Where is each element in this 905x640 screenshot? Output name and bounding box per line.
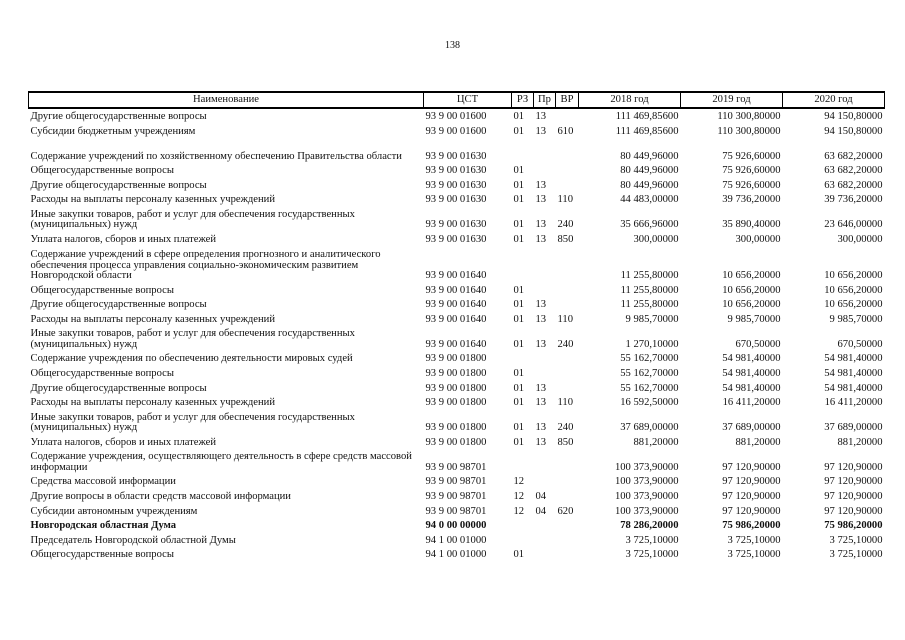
cell-vr: 240 [557, 422, 574, 434]
cell-2020: 300,00000 [837, 234, 883, 246]
header-2018: 2018 год [579, 92, 681, 108]
cell-rz: 12 [513, 476, 525, 488]
cell-vr [556, 108, 579, 123]
cell-vr [556, 473, 579, 488]
cell-vr: 240 [557, 338, 574, 350]
cell-name: Общегосударственные вопросы [30, 549, 174, 561]
cell-pr [534, 448, 556, 473]
cell-2019: 39 736,20000 [722, 194, 781, 206]
cell-name: Уплата налогов, сборов и иных платежей [30, 436, 217, 448]
cell-pr: 13 [535, 313, 547, 325]
cell-cst: 93 9 00 01630 [425, 150, 487, 162]
cell-cst: 93 9 00 01600 [425, 125, 487, 137]
cell-2020: 54 981,40000 [824, 353, 883, 365]
cell-cst: 93 9 00 01800 [425, 422, 487, 434]
cell-2019: 300,00000 [735, 234, 781, 246]
table-body [29, 108, 885, 561]
cell-rz: 01 [513, 299, 525, 311]
table-row [29, 191, 885, 206]
cell-vr [556, 162, 579, 177]
cell-2018: 55 162,70000 [620, 382, 679, 394]
table-row [29, 503, 885, 518]
cell-pr [534, 162, 556, 177]
cell-2018: 11 255,80000 [620, 284, 679, 296]
cell-2019: 37 689,00000 [722, 422, 781, 434]
cell-pr: 13 [535, 299, 547, 311]
cell-2020: 3 725,10000 [829, 549, 883, 561]
cell-name: Иные закупки товаров, работ и услуг для обеспечения государственных (муниципальных) нужд [30, 208, 355, 231]
table-row [29, 394, 885, 409]
header-vr: ВР [556, 92, 579, 108]
cell-rz [512, 448, 534, 473]
cell-vr [556, 246, 579, 282]
table-row [29, 517, 885, 532]
cell-rz: 01 [513, 194, 525, 206]
cell-rz: 12 [513, 505, 525, 517]
cell-2020: 3 725,10000 [829, 534, 883, 546]
cell-2018: 881,20000 [633, 436, 679, 448]
cell-cst: 93 9 00 01800 [425, 353, 487, 365]
cell-rz: 12 [513, 491, 525, 502]
cell-rz: 01 [513, 165, 525, 177]
table-row [29, 532, 885, 547]
cell-vr: 110 [557, 397, 573, 409]
cell-2018: 35 666,96000 [620, 219, 679, 231]
cell-2019: 881,20000 [735, 436, 781, 448]
cell-2019: 3 725,10000 [727, 534, 781, 546]
cell-2020: 63 682,20000 [824, 150, 883, 162]
cell-2020: 94 150,80000 [824, 125, 883, 137]
cell-name: Другие общегосударственные вопросы [30, 382, 207, 394]
cell-2019: 10 656,20000 [722, 284, 781, 296]
cell-name: Содержание учреждения по обеспечению деятельности мировых судей [30, 353, 353, 365]
cell-2020: 16 411,20000 [824, 397, 883, 409]
cell-rz [512, 532, 534, 547]
cell-rz: 01 [513, 549, 525, 561]
cell-pr: 13 [535, 125, 547, 137]
cell-2019: 10 656,20000 [722, 270, 781, 282]
cell-2019: 54 981,40000 [722, 382, 781, 394]
cell-2019: 10 656,20000 [722, 299, 781, 311]
cell-2018: 16 592,50000 [620, 397, 679, 409]
cell-cst: 93 9 00 01640 [425, 338, 487, 350]
cell-pr [534, 517, 556, 532]
header-pr: Пр [534, 92, 556, 108]
cell-vr: 610 [557, 125, 574, 137]
cell-pr [534, 546, 556, 561]
cell-2018: 100 373,90000 [614, 476, 679, 488]
cell-cst: 93 9 00 98701 [425, 461, 487, 473]
cell-cst: 93 9 00 01800 [425, 436, 487, 448]
budget-table [28, 91, 885, 561]
cell-rz: 01 [513, 125, 525, 137]
table-row [29, 448, 885, 473]
cell-pr: 13 [535, 219, 547, 231]
table-row [29, 434, 885, 449]
cell-name: Общегосударственные вопросы [30, 284, 174, 296]
header-name: Наименование [29, 92, 424, 108]
table-header-row [29, 92, 885, 108]
table-row [29, 162, 885, 177]
cell-2020: 670,50000 [837, 338, 883, 350]
cell-vr [556, 488, 579, 503]
cell-name: Другие общегосударственные вопросы [30, 111, 207, 123]
cell-cst: 93 9 00 01630 [425, 165, 487, 177]
cell-rz [512, 350, 534, 365]
cell-name: Другие общегосударственные вопросы [30, 179, 207, 191]
cell-vr [556, 137, 579, 162]
cell-vr [556, 380, 579, 395]
page-number: 138 [445, 40, 460, 51]
cell-2018: 1 270,10000 [625, 338, 679, 350]
cell-name: Иные закупки товаров, работ и услуг для обеспечения государственных (муниципальных) нужд [30, 328, 355, 350]
cell-cst: 93 9 00 98701 [425, 491, 487, 502]
cell-cst: 93 9 00 01640 [425, 299, 487, 311]
table-row [29, 311, 885, 326]
table-row [29, 546, 885, 561]
cell-2020: 39 736,20000 [824, 194, 883, 206]
table-row [29, 108, 885, 123]
table-row [29, 380, 885, 395]
cell-rz: 01 [513, 111, 525, 123]
cell-2019: 75 986,20000 [722, 520, 781, 532]
cell-2018: 9 985,70000 [625, 313, 679, 325]
cell-vr: 240 [557, 219, 574, 231]
cell-2018: 3 725,10000 [625, 534, 679, 546]
cell-2019: 97 120,90000 [722, 476, 781, 488]
cell-rz: 01 [513, 234, 525, 246]
cell-2018: 111 469,85600 [615, 125, 679, 137]
cell-2018: 100 373,90000 [614, 461, 679, 473]
cell-cst: 93 9 00 01640 [425, 284, 487, 296]
cell-cst: 93 9 00 01600 [425, 111, 487, 123]
cell-cst: 93 9 00 01630 [425, 179, 487, 191]
cell-name: Новгородская областная Дума [30, 520, 177, 532]
cell-vr: 110 [557, 194, 573, 206]
cell-name: Субсидии автономным учреждениям [30, 505, 198, 517]
cell-name: Расходы на выплаты персоналу казенных учреждений [30, 313, 275, 325]
cell-2019: 110 300,80000 [717, 125, 781, 137]
cell-name: Субсидии бюджетным учреждениям [30, 125, 196, 137]
cell-rz: 01 [513, 284, 525, 296]
cell-pr: 13 [535, 436, 547, 448]
cell-2020: 94 150,80000 [824, 111, 883, 123]
table-row [29, 246, 885, 282]
cell-pr: 13 [535, 422, 547, 434]
cell-cst: 93 9 00 01800 [425, 368, 487, 380]
cell-vr [556, 350, 579, 365]
cell-2019: 35 890,40000 [722, 219, 781, 231]
cell-2020: 97 120,90000 [824, 505, 883, 517]
cell-vr [556, 517, 579, 532]
cell-2019: 75 926,60000 [722, 150, 781, 162]
table-row [29, 137, 885, 162]
cell-pr: 04 [535, 505, 547, 517]
cell-2018: 100 373,90000 [614, 505, 679, 517]
cell-2019: 75 926,60000 [722, 165, 781, 177]
cell-cst: 93 9 00 01630 [425, 219, 487, 231]
cell-vr [556, 448, 579, 473]
cell-vr [556, 282, 579, 297]
cell-cst: 93 9 00 01800 [425, 382, 487, 394]
cell-cst: 93 9 00 01640 [425, 270, 487, 282]
cell-name: Содержание учреждений по хозяйственному обеспечению Правительства области [30, 150, 402, 162]
table-row [29, 365, 885, 380]
cell-rz: 01 [513, 219, 525, 231]
cell-2018: 44 483,00000 [620, 194, 679, 206]
cell-2018: 80 449,96000 [620, 179, 679, 191]
cell-2019: 16 411,20000 [722, 397, 781, 409]
cell-name: Общегосударственные вопросы [30, 368, 174, 380]
cell-rz [512, 517, 534, 532]
table-row [29, 123, 885, 138]
cell-cst: 94 1 00 01000 [425, 534, 487, 546]
cell-2020: 9 985,70000 [829, 313, 883, 325]
cell-2020: 97 120,90000 [824, 461, 883, 473]
table-row [29, 350, 885, 365]
table-row [29, 296, 885, 311]
cell-pr: 13 [535, 194, 547, 206]
cell-2020: 23 646,00000 [824, 219, 883, 231]
cell-2018: 80 449,96000 [620, 150, 679, 162]
cell-name: Средства массовой информации [30, 476, 176, 488]
cell-name: Иные закупки товаров, работ и услуг для обеспечения государственных (муниципальных) нужд [30, 411, 355, 434]
table-row [29, 473, 885, 488]
header-2019: 2019 год [681, 92, 783, 108]
cell-2020: 10 656,20000 [824, 270, 883, 282]
cell-name: Уплата налогов, сборов и иных платежей [30, 234, 217, 246]
cell-cst: 93 9 00 01800 [425, 397, 487, 409]
cell-cst: 93 9 00 98701 [425, 505, 487, 517]
cell-name: Расходы на выплаты персоналу казенных учреждений [30, 397, 275, 409]
cell-2020: 881,20000 [837, 436, 883, 448]
cell-2019: 110 300,80000 [717, 111, 781, 123]
cell-rz [512, 137, 534, 162]
cell-2020: 10 656,20000 [824, 284, 883, 296]
cell-2019: 54 981,40000 [722, 353, 781, 365]
cell-rz: 01 [513, 382, 525, 394]
cell-2020: 54 981,40000 [824, 382, 883, 394]
cell-pr: 13 [535, 111, 547, 123]
cell-name: Расходы на выплаты персоналу казенных учреждений [30, 194, 275, 206]
cell-2020: 10 656,20000 [824, 299, 883, 311]
cell-name: Общегосударственные вопросы [30, 165, 174, 177]
cell-pr: 13 [535, 382, 547, 394]
cell-pr: 13 [535, 234, 547, 246]
header-rz: РЗ [512, 92, 534, 108]
cell-vr: 620 [557, 505, 574, 517]
cell-vr [556, 296, 579, 311]
cell-pr [534, 350, 556, 365]
cell-2018: 80 449,96000 [620, 165, 679, 177]
cell-2018: 111 469,85600 [615, 111, 679, 123]
header-cst: ЦСТ [424, 92, 512, 108]
cell-2018: 3 725,10000 [625, 549, 679, 561]
cell-2020: 75 986,20000 [824, 520, 883, 532]
cell-rz: 01 [513, 436, 525, 448]
cell-2019: 54 981,40000 [722, 368, 781, 380]
cell-vr: 850 [557, 436, 574, 448]
cell-name: Содержание учреждения, осуществляющего деятельность в сфере средств массовой информации [30, 451, 412, 473]
cell-cst: 93 9 00 01640 [425, 313, 487, 325]
cell-2018: 78 286,20000 [620, 520, 679, 532]
cell-vr [556, 177, 579, 192]
cell-2018: 37 689,00000 [620, 422, 679, 434]
cell-pr [534, 473, 556, 488]
cell-2020: 63 682,20000 [824, 165, 883, 177]
cell-cst: 93 9 00 01630 [425, 234, 487, 246]
cell-2020: 97 120,90000 [824, 491, 883, 502]
cell-pr: 04 [535, 491, 547, 502]
cell-cst: 94 0 00 00000 [425, 520, 487, 532]
cell-rz: 01 [513, 397, 525, 409]
table-row [29, 325, 885, 350]
cell-2018: 100 373,90000 [614, 491, 679, 502]
cell-vr [556, 532, 579, 547]
cell-vr [556, 365, 579, 380]
cell-rz: 01 [513, 422, 525, 434]
cell-pr [534, 365, 556, 380]
cell-rz [512, 246, 534, 282]
cell-vr: 850 [557, 234, 574, 246]
cell-rz: 01 [513, 313, 525, 325]
cell-2020: 54 981,40000 [824, 368, 883, 380]
cell-2019: 670,50000 [735, 338, 781, 350]
cell-2020: 37 689,00000 [824, 422, 883, 434]
cell-2019: 97 120,90000 [722, 491, 781, 502]
cell-pr [534, 137, 556, 162]
table-row [29, 409, 885, 434]
cell-2018: 55 162,70000 [620, 353, 679, 365]
cell-2019: 97 120,90000 [722, 505, 781, 517]
cell-2018: 11 255,80000 [620, 299, 679, 311]
cell-cst: 93 9 00 01630 [425, 194, 487, 206]
cell-name: Другие вопросы в области средств массовой информации [30, 491, 291, 502]
cell-pr: 13 [535, 179, 547, 191]
cell-name: Председатель Новгородской областной Думы [30, 534, 236, 546]
cell-cst: 94 1 00 01000 [425, 549, 487, 561]
cell-pr [534, 282, 556, 297]
table-row [29, 488, 885, 503]
cell-2019: 3 725,10000 [727, 549, 781, 561]
cell-rz: 01 [513, 338, 525, 350]
cell-name: Содержание учреждений в сфере определения прогнозного и аналитического обеспечения процесса управления социально-экономическим развитием Новгородской области [30, 249, 381, 282]
cell-vr [556, 546, 579, 561]
table-row [29, 177, 885, 192]
cell-rz: 01 [513, 179, 525, 191]
cell-cst: 93 9 00 98701 [425, 476, 487, 488]
cell-2019: 75 926,60000 [722, 179, 781, 191]
cell-2019: 97 120,90000 [722, 461, 781, 473]
table-row [29, 231, 885, 246]
cell-2020: 97 120,90000 [824, 476, 883, 488]
cell-pr: 13 [535, 397, 547, 409]
cell-pr: 13 [535, 338, 547, 350]
cell-name: Другие общегосударственные вопросы [30, 299, 207, 311]
cell-vr: 110 [557, 313, 573, 325]
cell-2020: 63 682,20000 [824, 179, 883, 191]
cell-pr [534, 246, 556, 282]
cell-pr [534, 532, 556, 547]
table-row [29, 206, 885, 231]
cell-2018: 55 162,70000 [620, 368, 679, 380]
cell-2019: 9 985,70000 [727, 313, 781, 325]
cell-2018: 300,00000 [633, 234, 679, 246]
cell-rz: 01 [513, 368, 525, 380]
header-2020: 2020 год [783, 92, 885, 108]
table-row [29, 282, 885, 297]
cell-2018: 11 255,80000 [620, 270, 679, 282]
